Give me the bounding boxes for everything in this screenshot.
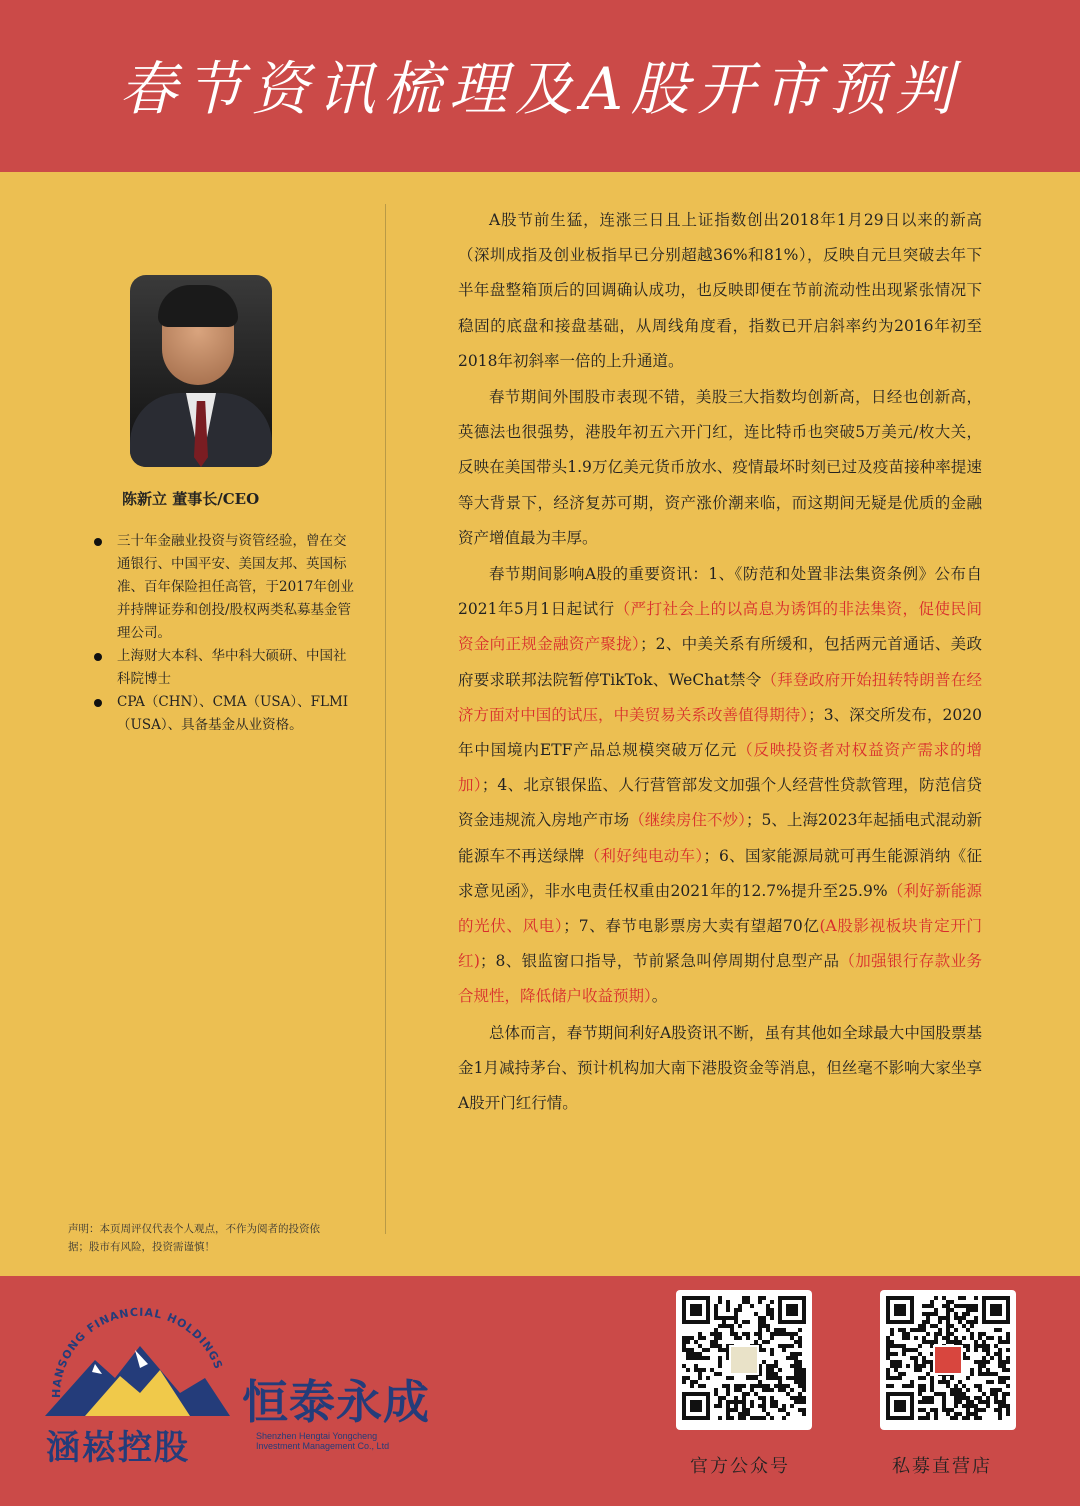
bullet-icon [94, 538, 102, 546]
disclaimer-text: 声明：本页周评仅代表个人观点，不作为阅者的投资依据；股市有风险，投资需谨慎！ [68, 1223, 320, 1253]
hengtai-name: 恒泰永成 [242, 1375, 430, 1429]
article-paragraph [458, 557, 982, 1015]
qr-icon [682, 1296, 806, 1424]
column-divider [385, 204, 386, 1234]
body-text: 。 [651, 987, 668, 1006]
portrait-photo [130, 275, 272, 467]
body-text: ；3、深交所发布，2020年中国境内ETF产品总规模突破万亿元 [458, 705, 982, 760]
qr-code-official[interactable] [676, 1290, 812, 1430]
body-text: ；2、中美关系有所缓和，包括两元首通话、美政府要求联邦法院暂停TikTok、WeChat禁令 [458, 635, 982, 689]
page-title: 春节资讯梳理及A股开市预判 [119, 55, 961, 123]
hengtai-en-line1: Shenzhen Hengtai Yongcheng [256, 1431, 378, 1441]
body-text: ；4、北京银保监、人行营管部发文加强个人经营性贷款管理，防范信贷资金违规流入房地产市场 [458, 776, 982, 830]
svg-text:HANSONG FINANCIAL HOLDINGS: HANSONG FINANCIAL HOLDINGS [49, 1305, 226, 1399]
body-text: ；6、国家能源局就可再生能源消纳《征求意见函》，非水电责任权重由2021年的12.7%提升至25.9% [458, 846, 982, 900]
highlight-text: （利好新能源的光伏、风电） [458, 881, 982, 936]
highlight-text: （加强银行存款业务合规性，降低储户收益预期） [458, 952, 982, 1006]
hengtai-logo [242, 1366, 462, 1452]
bullet-icon [94, 653, 102, 661]
article-paragraph: A股节前生猛，连涨三日且上证指数创出2018年1月29日以来的新高（深圳成指及创业板指早已分别超越36%和81%），反映自元旦突破去年下半年盘整箱顶后的回调确认成功，也反映即便在节前流动性出现紧张情况下稳固的底盘和接盘基础，从周线角度看，指数已开启斜率约为2016年初至2018年初斜率一倍的上升通道。 [458, 211, 982, 370]
highlight-text: （反映投资者对权益资产需求的增加） [458, 741, 982, 795]
body-text: 春节期间影响A股的重要资讯：1、《防范和处置非法集资条例》公布自2021年5月1日起试行 [458, 565, 982, 619]
qr-code-store[interactable] [880, 1290, 1016, 1430]
highlight-text: （拜登政府开始扭转特朗普在经济方面对中国的试压，中美贸易关系改善值得期待） [458, 670, 982, 724]
qr2-label: 私募直营店 [892, 1456, 992, 1477]
hengtai-en-line2: Investment Management Co., Ltd [256, 1441, 390, 1451]
bio-item: 三十年金融业投资与资管经验，曾在交通银行、中国平安、美国友邦、英国标准、百年保险担任高管，于2017年创业并持牌证券和创投/股权两类私募基金管理公司。 [92, 530, 354, 645]
profile-name: 陈新立 董事长/CEO [122, 490, 260, 508]
article-paragraph: 春节期间外围股市表现不错，美股三大指数均创新高，日经也创新高，英德法也很强势，港股年初五六开门红，连比特币也突破5万美元/枚大关，反映在美国带头1.9万亿美元货币放水、疫情最坏时刻已过及疫苗接种率提速等大背景下，经济复苏可期，资产涨价潮来临，而这期间无疑是优质的金融资产增值最为丰厚。 [458, 388, 982, 547]
highlight-text: （利好纯电动车） [584, 846, 704, 865]
bullet-icon [94, 699, 102, 707]
article-body [458, 203, 982, 1122]
body-text: ；7、春节电影票房大卖有望超70亿 [563, 917, 820, 936]
profile-bio-list [92, 530, 354, 737]
bio-item: 上海财大本科、华中科大硕研、中国社科院博士 [92, 645, 354, 691]
body-text: ；5、上海2023年起插电式混动新能源车不再送绿牌 [458, 811, 982, 865]
bio-item: CPA（CHN）、CMA（USA）、FLMI（USA）、具备基金从业资格。 [92, 691, 354, 737]
article-paragraph: 总体而言，春节期间利好A股资讯不断，虽有其他如全球最大中国股票基金1月减持茅台、预计机构加大南下港股资金等消息，但丝毫不影响大家坐享A股开门红行情。 [458, 1023, 982, 1113]
highlight-text: （严打社会上的以高息为诱饵的非法集资，促使民间资金向正规金融资产聚拢） [458, 600, 982, 654]
qr-icon [886, 1296, 1010, 1424]
highlight-text: (A股影视板块肯定开门红) [458, 917, 982, 971]
qr1-label: 官方公众号 [690, 1456, 790, 1477]
highlight-text: （继续房住不炒） [629, 811, 746, 830]
body-text: ；8、银监窗口指导，节前紧急叫停周期付息型产品 [479, 952, 840, 971]
hansong-name: 涵崧控股 [46, 1428, 190, 1468]
